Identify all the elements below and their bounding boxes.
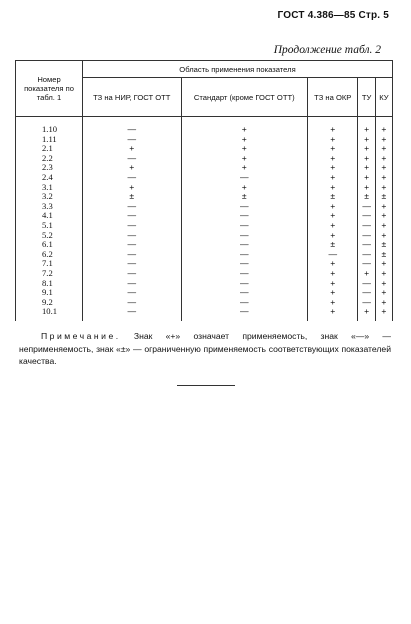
- applicability-cell: +: [375, 231, 392, 241]
- row-number: 2.2: [16, 154, 83, 164]
- applicability-cell: —: [181, 221, 308, 231]
- table-row: [16, 250, 393, 260]
- table-row: [16, 279, 393, 289]
- note-lead: Примечание.: [41, 331, 121, 341]
- applicability-cell: —: [308, 250, 358, 260]
- applicability-cell: —: [83, 117, 182, 135]
- table-row: [16, 259, 393, 269]
- row-number: 2.1: [16, 144, 83, 154]
- applicability-cell: +: [375, 202, 392, 212]
- applicability-cell: +: [308, 269, 358, 279]
- applicability-cell: +: [83, 144, 182, 154]
- applicability-cell: +: [375, 117, 392, 135]
- applicability-cell: +: [308, 279, 358, 289]
- row-number: 8.1: [16, 279, 83, 289]
- applicability-table: [15, 60, 393, 321]
- row-number: 6.1: [16, 240, 83, 250]
- table-row: [16, 202, 393, 212]
- applicability-cell: —: [181, 202, 308, 212]
- table-row: [16, 231, 393, 241]
- applicability-cell: —: [181, 211, 308, 221]
- table-row: [16, 117, 393, 135]
- applicability-cell: +: [181, 144, 308, 154]
- applicability-cell: ±: [358, 192, 375, 202]
- table-row: [16, 173, 393, 183]
- applicability-cell: +: [375, 173, 392, 183]
- applicability-cell: +: [308, 135, 358, 145]
- page-header: ГОСТ 4.386—85 Стр. 5: [277, 10, 389, 21]
- applicability-cell: +: [308, 163, 358, 173]
- applicability-cell: —: [83, 259, 182, 269]
- table-row: [16, 144, 393, 154]
- applicability-cell: +: [375, 154, 392, 164]
- column-header: КУ: [375, 78, 392, 117]
- table-row: [16, 183, 393, 193]
- applicability-cell: ±: [375, 240, 392, 250]
- table-row: [16, 135, 393, 145]
- applicability-cell: +: [375, 144, 392, 154]
- row-number: 3.2: [16, 192, 83, 202]
- applicability-cell: —: [358, 202, 375, 212]
- applicability-cell: —: [358, 288, 375, 298]
- applicability-cell: —: [83, 231, 182, 241]
- table-row: [16, 163, 393, 173]
- applicability-cell: +: [181, 135, 308, 145]
- note-paragraph: [19, 330, 391, 368]
- applicability-cell: —: [83, 307, 182, 321]
- applicability-cell: ±: [181, 192, 308, 202]
- applicability-cell: +: [358, 144, 375, 154]
- applicability-cell: —: [358, 240, 375, 250]
- applicability-cell: —: [358, 221, 375, 231]
- row-number: 4.1: [16, 211, 83, 221]
- applicability-cell: +: [375, 135, 392, 145]
- applicability-cell: +: [83, 163, 182, 173]
- end-rule: [177, 385, 235, 386]
- applicability-cell: +: [181, 183, 308, 193]
- applicability-cell: +: [358, 135, 375, 145]
- applicability-cell: +: [308, 211, 358, 221]
- applicability-cell: —: [83, 154, 182, 164]
- applicability-cell: —: [83, 298, 182, 308]
- applicability-cell: —: [358, 279, 375, 289]
- table-continuation-label: Продолжение табл. 2: [273, 44, 381, 56]
- applicability-cell: —: [358, 211, 375, 221]
- applicability-cell: —: [358, 259, 375, 269]
- row-number: 9.1: [16, 288, 83, 298]
- applicability-cell: —: [358, 298, 375, 308]
- table-row: [16, 221, 393, 231]
- applicability-cell: —: [83, 135, 182, 145]
- applicability-cell: +: [375, 279, 392, 289]
- applicability-cell: +: [308, 288, 358, 298]
- applicability-cell: +: [358, 269, 375, 279]
- applicability-cell: +: [308, 144, 358, 154]
- applicability-cell: +: [308, 221, 358, 231]
- applicability-cell: —: [83, 288, 182, 298]
- applicability-cell: +: [375, 183, 392, 193]
- applicability-cell: —: [358, 231, 375, 241]
- applicability-cell: —: [181, 288, 308, 298]
- applicability-cell: —: [83, 202, 182, 212]
- row-number: 3.3: [16, 202, 83, 212]
- applicability-cell: +: [358, 173, 375, 183]
- table-row: [16, 211, 393, 221]
- table-row: [16, 154, 393, 164]
- applicability-cell: —: [181, 240, 308, 250]
- applicability-cell: ±: [375, 192, 392, 202]
- row-number: 7.2: [16, 269, 83, 279]
- applicability-cell: +: [358, 154, 375, 164]
- applicability-cell: +: [308, 117, 358, 135]
- applicability-cell: —: [181, 298, 308, 308]
- applicability-cell: +: [308, 173, 358, 183]
- applicability-cell: —: [83, 250, 182, 260]
- applicability-cell: —: [181, 231, 308, 241]
- applicability-cell: +: [358, 117, 375, 135]
- applicability-cell: ±: [375, 250, 392, 260]
- applicability-cell: —: [181, 173, 308, 183]
- applicability-cell: ±: [308, 240, 358, 250]
- applicability-cell: +: [375, 307, 392, 321]
- row-number: 10.1: [16, 307, 83, 321]
- applicability-cell: ±: [83, 192, 182, 202]
- applicability-cell: —: [358, 250, 375, 260]
- row-number: 2.3: [16, 163, 83, 173]
- table-row: [16, 307, 393, 321]
- row-number: 1.11: [16, 135, 83, 145]
- applicability-cell: —: [83, 173, 182, 183]
- applicability-cell: +: [308, 307, 358, 321]
- row-number: 6.2: [16, 250, 83, 260]
- applicability-cell: +: [83, 183, 182, 193]
- row-number: 7.1: [16, 259, 83, 269]
- table-row: [16, 288, 393, 298]
- applicability-cell: +: [181, 163, 308, 173]
- applicability-cell: +: [375, 211, 392, 221]
- applicability-cell: —: [181, 269, 308, 279]
- column-header: ТЗ на НИР, ГОСТ ОТТ: [83, 78, 182, 117]
- applicability-cell: —: [181, 259, 308, 269]
- row-number: 5.1: [16, 221, 83, 231]
- applicability-cell: —: [181, 279, 308, 289]
- row-number: 1.10: [16, 117, 83, 135]
- applicability-cell: +: [308, 154, 358, 164]
- applicability-cell: +: [358, 163, 375, 173]
- applicability-cell: —: [83, 211, 182, 221]
- applicability-cell: +: [375, 288, 392, 298]
- applicability-cell: —: [181, 250, 308, 260]
- applicability-cell: +: [375, 221, 392, 231]
- row-header: Номер показателя по табл. 1: [16, 61, 83, 117]
- applicability-cell: —: [181, 307, 308, 321]
- applicability-cell: —: [83, 269, 182, 279]
- applicability-cell: +: [181, 117, 308, 135]
- applicability-cell: +: [181, 154, 308, 164]
- applicability-cell: —: [83, 221, 182, 231]
- applicability-cell: +: [375, 163, 392, 173]
- group-header: Область применения показателя: [83, 61, 393, 78]
- applicability-cell: +: [308, 259, 358, 269]
- applicability-cell: —: [83, 279, 182, 289]
- table-row: [16, 298, 393, 308]
- row-number: 3.1: [16, 183, 83, 193]
- applicability-cell: +: [358, 307, 375, 321]
- applicability-cell: +: [308, 183, 358, 193]
- column-header: Стандарт (кроме ГОСТ ОТТ): [181, 78, 308, 117]
- applicability-cell: +: [308, 202, 358, 212]
- note-text: Знак «+» означает применяемость, знак «—» — неприменяемость, знак «±» — ограниченную применяемость соответствующих показателей качества.: [19, 331, 391, 366]
- applicability-cell: +: [308, 231, 358, 241]
- applicability-cell: +: [375, 269, 392, 279]
- applicability-cell: +: [308, 298, 358, 308]
- applicability-cell: ±: [308, 192, 358, 202]
- applicability-cell: —: [83, 240, 182, 250]
- column-header: ТЗ на ОКР: [308, 78, 358, 117]
- row-number: 5.2: [16, 231, 83, 241]
- table-row: [16, 269, 393, 279]
- table-row: [16, 192, 393, 202]
- row-number: 9.2: [16, 298, 83, 308]
- applicability-cell: +: [375, 259, 392, 269]
- column-header: ТУ: [358, 78, 375, 117]
- row-number: 2.4: [16, 173, 83, 183]
- applicability-cell: +: [375, 298, 392, 308]
- applicability-cell: +: [358, 183, 375, 193]
- table-body: [16, 117, 393, 321]
